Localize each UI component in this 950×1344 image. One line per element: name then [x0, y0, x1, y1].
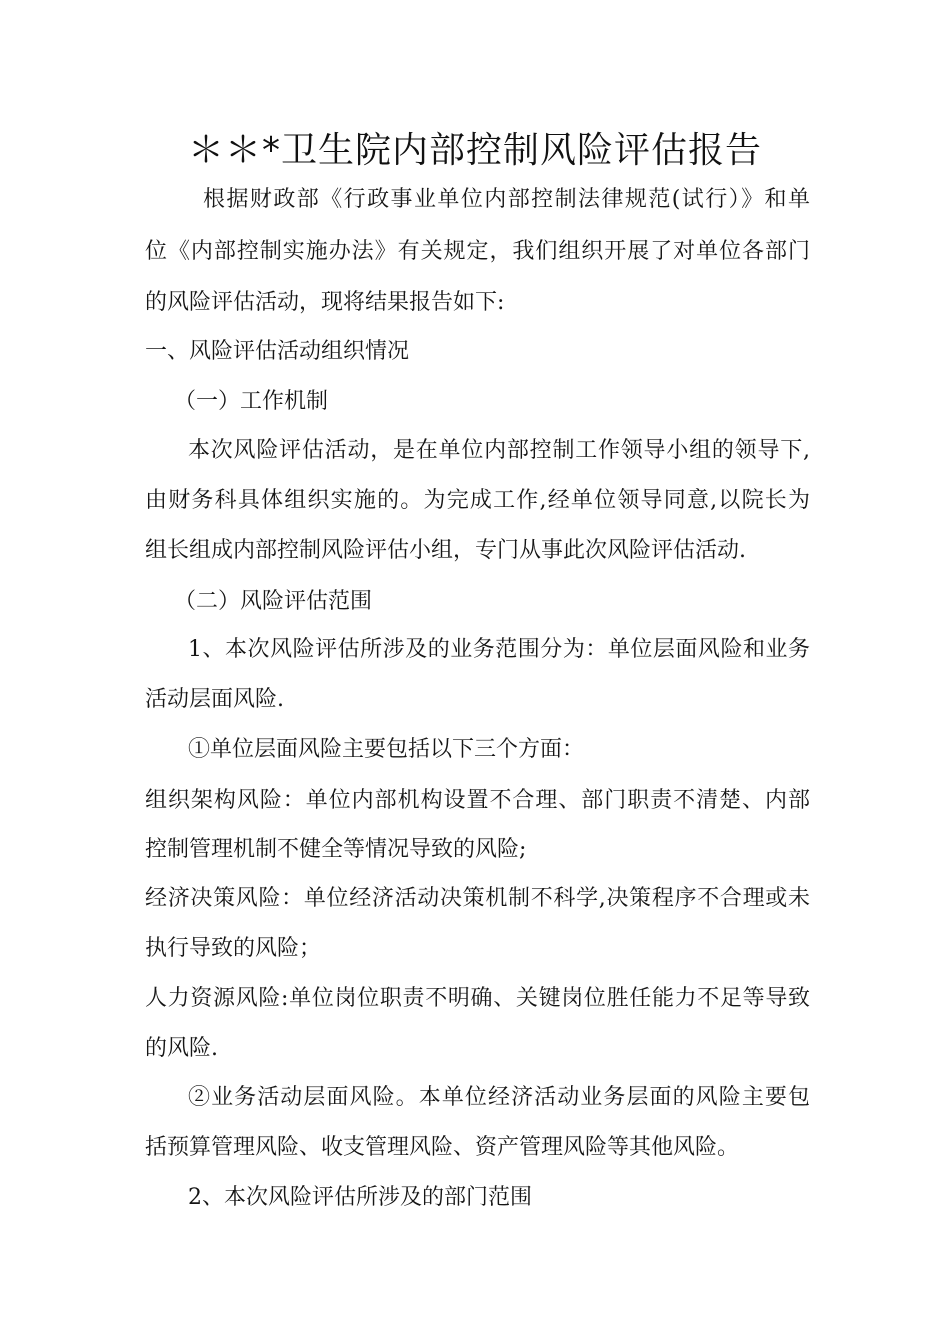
section-heading: 一、风险评估活动组织情况	[145, 339, 410, 364]
paragraph-line: 人力资源风险:单位岗位职责不明确、关键岗位胜任能力不足等导致	[145, 986, 810, 1011]
paragraph-line: 根据财政部《行政事业单位内部控制法律规范(试行）》和单	[203, 187, 810, 212]
paragraph-line: 经济决策风险：单位经济活动决策机制不科学,决策程序不合理或未	[145, 886, 810, 911]
paragraph-line: 本次风险评估活动，是在单位内部控制工作领导小组的领导下,	[188, 438, 810, 463]
paragraph-line: 控制管理机制不健全等情况导致的风险;	[145, 837, 527, 862]
paragraph-line: 的风险.	[145, 1036, 218, 1061]
paragraph-line: 组长组成内部控制风险评估小组，专门从事此次风险评估活动.	[145, 538, 746, 563]
paragraph-line: 1、本次风险评估所涉及的业务范围分为：单位层面风险和业务	[188, 637, 810, 662]
list-item-heading: ①单位层面风险主要包括以下三个方面：	[188, 737, 585, 762]
paragraph-line: 由财务科具体组织实施的。为完成工作,经单位领导同意,以院长为	[145, 488, 810, 513]
paragraph-line: 括预算管理风险、收支管理风险、资产管理风险等其他风险。	[145, 1135, 740, 1160]
paragraph-line: 的风险评估活动，现将结果报告如下:	[145, 290, 505, 315]
paragraph-line: 执行导致的风险；	[145, 936, 322, 961]
document-title: ＊＊*卫生院内部控制风险评估报告	[187, 130, 762, 171]
paragraph-line: 组织架构风险：单位内部机构设置不合理、部门职责不清楚、内部	[145, 788, 810, 813]
subsection-heading: （一）工作机制	[174, 389, 329, 414]
paragraph-line: 活动层面风险.	[145, 687, 284, 712]
paragraph-line: 2、本次风险评估所涉及的部门范围	[188, 1185, 532, 1210]
paragraph-line: 位《内部控制实施办法》有关规定，我们组织开展了对单位各部门	[145, 239, 810, 264]
subsection-heading: （二）风险评估范围	[174, 589, 373, 614]
paragraph-line: ②业务活动层面风险。本单位经济活动业务层面的风险主要包	[188, 1085, 810, 1110]
